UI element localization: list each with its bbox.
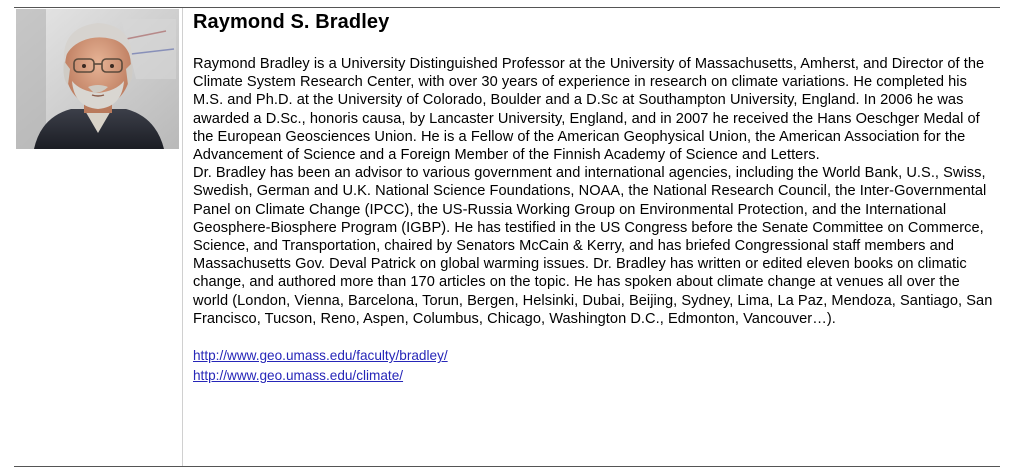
- bottom-divider: [14, 466, 1000, 467]
- person-name: Raymond S. Bradley: [193, 11, 390, 33]
- bio-paragraph-1: Raymond Bradley is a University Distinguished Professor at the University of Massachusetts, Amherst, and Director of the Climate System Research Center, with over 30 years of experience in research on climate variations. He completed his M.S. and Ph.D. at the University of Colorado, Boulder and a D.Sc at Southampton University, England. In 2006 he was awarded a D.Sc., honoris causa, by Lancaster University, England, and in 2007 he received the Hans Oeschger Medal of the European Geosciences Union. He is a Fellow of the American Geophysical Union, the American Association for the Advancement of Science and a Foreign Member of the Finnish Academy of Science and Letters.: [193, 56, 985, 164]
- portrait-image: [16, 9, 179, 149]
- faculty-page-link[interactable]: http://www.geo.umass.edu/faculty/bradley/: [193, 348, 448, 364]
- profile-photo: [16, 9, 179, 149]
- top-divider: [14, 7, 1000, 8]
- column-divider: [182, 8, 183, 466]
- links-list: [193, 346, 993, 386]
- bio-paragraph-2: Dr. Bradley has been an advisor to various government and international agencies, including the World Bank, U.S., Swiss, Swedish, German and U.K. National Science Foundations, NOAA, the National Research Council, the Inter-Governmental Panel on Climate Change (IPCC), the US-Russia Working Group on Environmental Protection, and the International Geosphere-Biosphere Program (IGBP). He has testified in the US Congress before the Senate Committee on Commerce, Science, and Transportation, chaired by Senators McCain & Kerry, and has briefed Congressional staff members and Massachusetts Gov. Deval Patrick on global warming issues. Dr. Bradley has written or edited eleven books on climatic change, and authored more than 170 articles on the topic. He has spoken about climate change at venues all over the world (London, Vienna, Barcelona, Torun, Bergen, Helsinki, Dubai, Beijing, Sydney, Lima, La Paz, Mendoza, Santiago, San Francisco, Tucson, Reno, Aspen, Columbus, Chicago, Washington D.C., Edmonton, Vancouver…).: [193, 165, 993, 327]
- bio-section: [193, 9, 993, 386]
- climate-center-link[interactable]: http://www.geo.umass.edu/climate/: [193, 368, 404, 384]
